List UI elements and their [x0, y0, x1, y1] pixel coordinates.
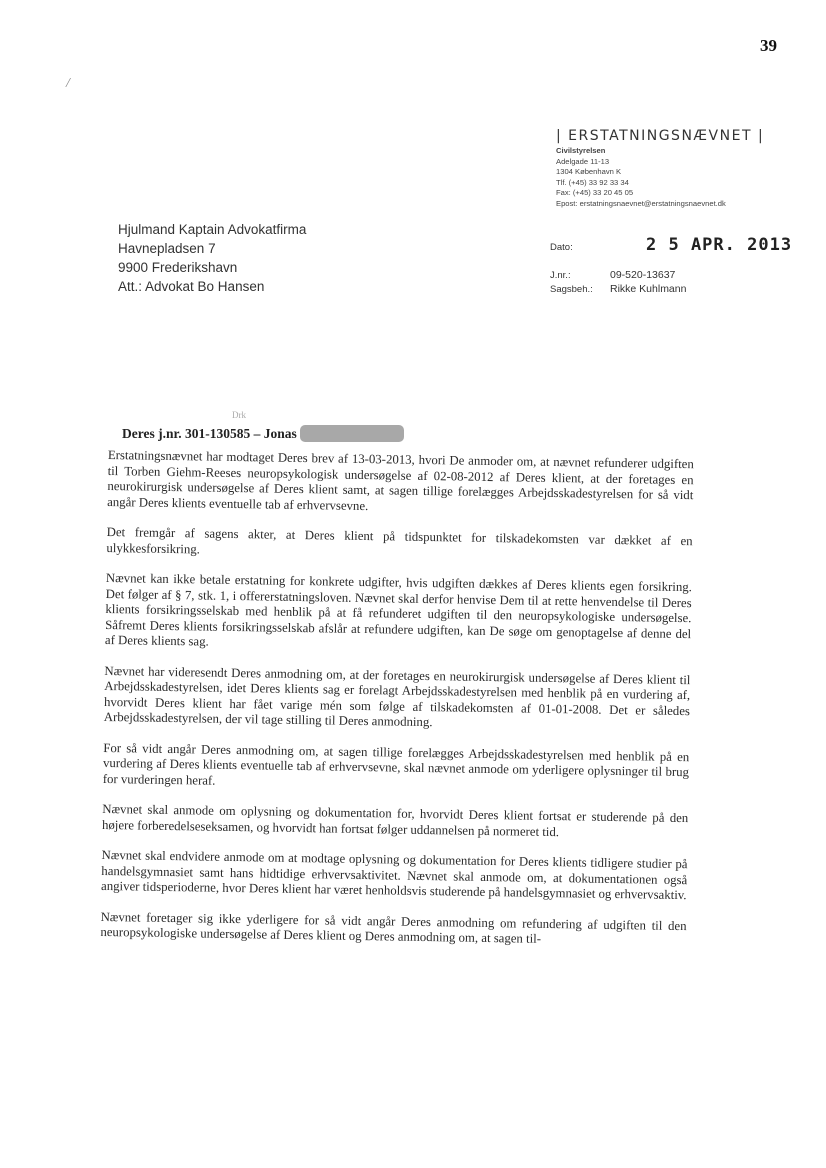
sender-address-line: 1304 København K [556, 167, 622, 176]
body-paragraph: Det fremgår af sagens akter, at Deres klient på tidspunktet for tilskadekomsten var dækket af en ulykkesforsikring. [106, 524, 693, 556]
subject-text: Deres j.nr. 301-130585 – Jonas [122, 425, 297, 441]
recipient-line: 9900 Frederikshavn [118, 260, 238, 275]
recipient-line: Havnepladsen 7 [118, 241, 216, 256]
journal-number-value: 09-520-13637 [610, 269, 676, 281]
letter-metadata [550, 235, 792, 295]
body-paragraph: Nævnet skal anmode om oplysning og dokumentation for, hvorvidt Deres klient fortsat er studerende på den højere forberedelseseksamen, og hvorvidt han fortsat følger uddannelsen på normeret tid. [101, 801, 689, 839]
case-officer-row [550, 283, 792, 295]
sender-block [556, 128, 816, 209]
sender-fax: Fax: (+45) 33 20 45 05 [556, 188, 634, 197]
sender-logo: | ERSTATNINGSNÆVNET | [556, 128, 765, 144]
recipient-address [118, 220, 306, 296]
handwritten-note: Drk [232, 410, 246, 420]
sender-email: Epost: erstatningsnaevnet@erstatningsnaevnet.dk [556, 198, 726, 208]
case-officer-label: Sagsbeh.: [550, 284, 593, 295]
date-label: Dato: [550, 242, 573, 253]
subject-line [122, 425, 404, 442]
recipient-line: Att.: Advokat Bo Hansen [118, 279, 265, 294]
journal-number-label: J.nr.: [550, 270, 571, 281]
date-row [550, 235, 792, 255]
journal-number-row [550, 269, 792, 281]
sender-address-line: Adelgade 11-13 [556, 156, 610, 166]
page-number: 39 [760, 36, 777, 55]
redaction-bar [300, 425, 404, 442]
date-stamp: 2 5 APR. 2013 [646, 235, 793, 255]
body-paragraph: Nævnet har videresendt Deres anmodning om, at der foretages en neurokirurgisk undersøgelse af Deres klient til Arbejdsskadestyrelsen, idet Deres klients sag er forelagt Arbejdsskadestyrelsen med henblik på en vurdering af, hvorvidt Deres klient har fået varige mén som følge af tilskadekomsten af 01-01-2008. Det er således Arbejdsskadestyrelsen, der vil tage stilling til Deres anmodning. [103, 663, 691, 730]
recipient-line: Hjulmand Kaptain Advokatfirma [118, 222, 307, 237]
body-paragraph: Erstatningsnævnet har modtaget Deres brev af 13-03-2013, hvori De anmoder om, at nævnet refunderer udgiften til Torben Giehm-Reeses neuropsykologisk undersøgelse af 02-08-2012 af Deres klient, at der foretages en neurokirurgisk undersøgelse af Deres klient samt, at sagen tillige forelægges Arbejdsskadestyrelsen for så vidt angår Deres klients eventuelle tab af erhvervsevne. [107, 448, 694, 513]
letter-body [100, 448, 694, 965]
sender-address [556, 146, 816, 209]
body-paragraph: Nævnet foretager sig ikke yderligere for så vidt angår Deres anmodning om refundering af udgiften til den neuropsykologiske undersøgelse af Deres klient og Deres anmodning om, at sagen til- [100, 909, 687, 946]
body-paragraph: Nævnet skal endvidere anmode om at modtage oplysning og dokumentation for Deres klients tidligere studier på handelsgymnasiet samt hans hidtidige erhvervsaktivitet. Nævnet skal anmode om, at dokumentationen også angiver tidsperioderne, hvor Deres klient har været henholdsvis studerende på handelsgymnasiet og erhvervsaktiv. [101, 847, 688, 903]
body-paragraph: For så vidt angår Deres anmodning om, at sagen tillige forelægges Arbejdsskadestyrelsen med henblik på en vurdering af Deres klients eventuelle tab af erhvervsevne, skal nævnet anmode om yderligere oplysninger til brug for vurderingen heraf. [102, 740, 690, 788]
sender-agency: Civilstyrelsen [556, 146, 606, 155]
body-paragraph: Nævnet kan ikke betale erstatning for konkrete udgifter, hvis udgiften dækkes af Deres klients egen forsikring. Det følger af § 7, stk. 1, i offererstatningsloven. Nævnet skal derfor henvise Dem til at rette henvendelse til Deres klients forsikringsselskab med henblik på at få refunderet udgiften til den neuropsykologiske undersøgelse. Såfremt Deres klients forsikringsselskab afslår at refundere udgiften, kan De søge om genoptagelse af denne del af Deres klients sag. [104, 570, 692, 649]
sender-phone: Tlf. (+45) 33 92 33 34 [556, 177, 629, 187]
stray-pen-mark: / [66, 76, 70, 91]
case-officer-value: Rikke Kuhlmann [610, 283, 687, 295]
